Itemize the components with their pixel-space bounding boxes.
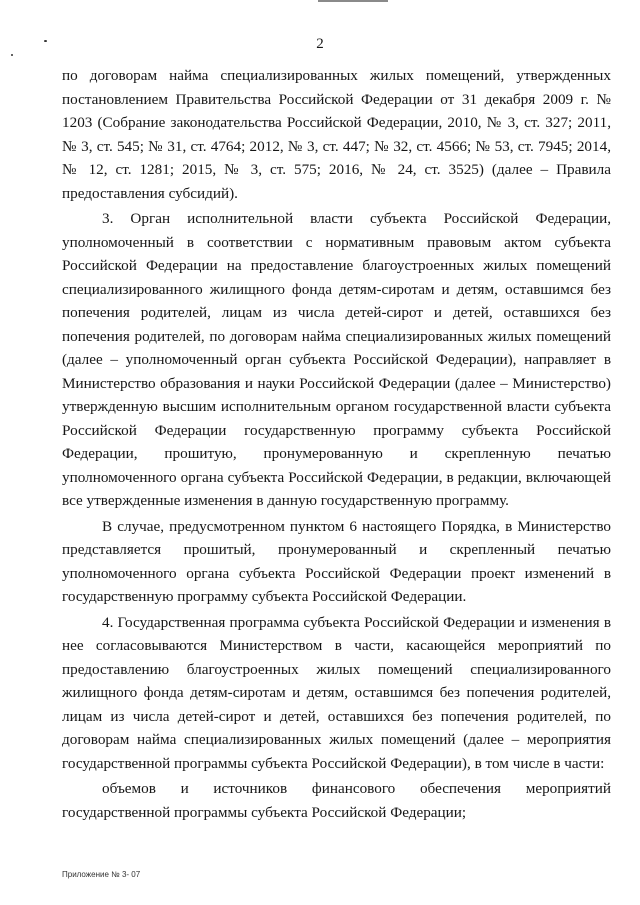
paragraph-continuation: по договорам найма специализированных жилых помещений, утвержденных постановлением Правительства Российской Федерации от 31 декабря 2009 г. № 1203 (Собрание законодательства Российской Федерации, 2010, № 3, ст. 327; 2011, № 3, ст. 545; № 31, ст. 4764; 2012, № 3, ст. 447; № 32, ст. 4566; № 53, ст. 7945; 2014, № 12, ст. 1281; 2015, № 3, ст. 575; 2016, № 24, ст. 3525) (далее – Правила предоставления субсидий). — [62, 67, 611, 202]
page-number: 2 — [316, 36, 324, 52]
scan-artifact-line — [318, 0, 388, 2]
paragraph-subitem: объемов и источников финансового обеспечения мероприятий государственной программы субъекта Российской Федерации; — [62, 780, 611, 821]
paragraph-item-4: 4. Государственная программа субъекта Российской Федерации и изменения в нее согласовываются Министерством в части, касающейся мероприятий по предоставлению благоустроенных жилых помещений специализированного жилищного фонда детям-сиротам и детям, оставшимся без попечения родителей, лицам из числа детей-сирот и детей, оставшихся без попечения родителей, по договорам найма специализированных жилых помещений (далее – мероприятия государственной программы субъекта Российской Федерации), в том числе в части: — [62, 613, 611, 772]
document-body — [62, 64, 611, 824]
scan-speck — [11, 54, 13, 56]
paragraph-item-3: 3. Орган исполнительной власти субъекта Российской Федерации, уполномоченный в соответствии с нормативным правовым актом субъекта Российской Федерации на предоставление благоустроенных жилых помещений специализированного жилищного фонда детям-сиротам и детям, оставшимся без попечения родителей, лицам из числа детей-сирот и детей, оставшихся без попечения родителей, по договорам найма специализированных жилых помещений (далее – уполномоченный орган субъекта Российской Федерации), направляет в Министерство образования и науки Российской Федерации (далее – Министерство) утвержденную высшим исполнительным органом государственной власти субъекта Российской Федерации государственную программу субъекта Российской Федерации, прошитую, пронумерованную и скрепленную печатью уполномоченного органа субъекта Российской Федерации, в редакции, включающей все утвержденные изменения в данную государственную программу. — [62, 210, 611, 509]
paragraph-case-clause: В случае, предусмотренном пунктом 6 настоящего Порядка, в Министерство представляется прошитый, пронумерованный и скрепленный печатью уполномоченного органа субъекта Российской Федерации проект изменений в государственную программу субъекта Российской Федерации. — [62, 517, 611, 605]
footer-note: Приложение № 3- 07 — [62, 870, 141, 879]
